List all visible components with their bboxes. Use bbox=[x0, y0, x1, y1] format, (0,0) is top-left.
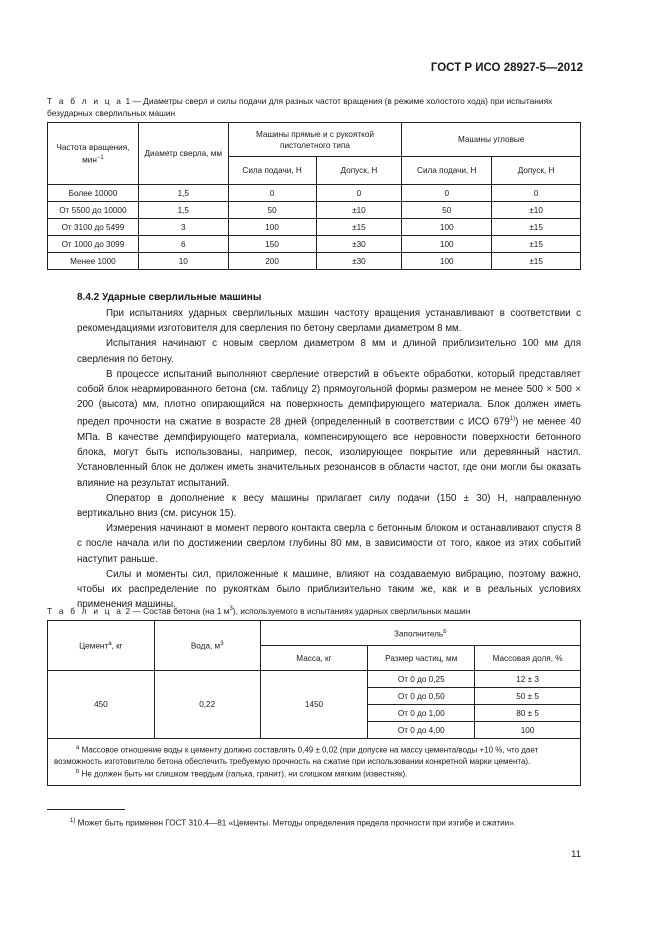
table-row bbox=[48, 202, 581, 219]
table2-head-filler: Заполнитель$^b$ bbox=[260, 621, 580, 646]
footnote-ref: 1) bbox=[509, 416, 516, 423]
footnote-divider bbox=[47, 809, 125, 810]
table-cell: 12 ± 3 bbox=[475, 671, 581, 688]
table-cell: От 1000 до 3099 bbox=[48, 236, 139, 253]
table1-head-force: Сила подачи, Н bbox=[402, 157, 492, 185]
table-cell: 3 bbox=[138, 219, 228, 236]
paragraph: Испытания начинают с новым сверлом диаметром 8 мм и длиной приблизительно 100 мм для сверления по бетону. bbox=[77, 338, 581, 365]
table-row bbox=[48, 253, 581, 270]
paragraph: В процессе испытаний выполняют сверление отверстий в объекте обработки, который представляет собой блок неармированного бетона (см. таблицу 2) прямоугольной формы размером не менее 500 × 500 × 200 (высота) мм, плотно опирающийся на поверхность демпфирующего материала. Блок должен иметь предел прочности на сжатие в возрасте 28 дней (определенный в соответствии с ИСО 679$^{1)}$) не менее 40 МПа. В качестве демпфирующего материала, компенсирующего все неровности поверхности бетонного блока, могут быть использованы, например, песок, изолирующее покрытие или деревянный настил. Установленный блок не должен иметь значительных резонансов в области частот, где они могли бы оказать влияние на результат испытаний. bbox=[77, 368, 581, 489]
table-cell: 50 bbox=[402, 202, 492, 219]
table-row bbox=[48, 219, 581, 236]
table2-caption-lead: Т а б л и ц а bbox=[47, 605, 124, 616]
table2 bbox=[47, 620, 581, 786]
table-cell: Более 10000 bbox=[48, 185, 139, 202]
table2-cement-value: 450 bbox=[48, 671, 155, 739]
table-row bbox=[48, 236, 581, 253]
table-cell: 80 ± 5 bbox=[475, 705, 581, 722]
table2-caption-text: ), используемого в испытаниях ударных сверлильных машин bbox=[232, 605, 471, 616]
paragraph: Измерения начинают в момент первого контакта сверла с бетонным блоком и останавливают спустя 8 с после начала или по достижении сверлом глубины 80 мм, в зависимости от того, какое из этих событий наступит раньше. bbox=[77, 523, 581, 565]
table1-head-group-straight: Машины прямые и с рукояткой пистолетного типа bbox=[228, 123, 402, 157]
table-cell: 1,5 bbox=[138, 202, 228, 219]
table-cell: 150 bbox=[228, 236, 316, 253]
document-header: ГОСТ Р ИСО 28927-5—2012 bbox=[430, 62, 583, 74]
table-cell: 50 bbox=[228, 202, 316, 219]
section-body bbox=[77, 306, 581, 612]
table-cell: ±15 bbox=[316, 219, 402, 236]
table-cell: 100 bbox=[402, 236, 492, 253]
table2-head-cement: Цемент$^а$, кг bbox=[48, 621, 155, 671]
table-cell: 50 ± 5 bbox=[475, 688, 581, 705]
table-cell: От 0 до 4,00 bbox=[368, 722, 475, 739]
table-cell: ±30 bbox=[316, 253, 402, 270]
table1-head-diam: Диаметр сверла, мм bbox=[138, 123, 228, 185]
table-cell: 6 bbox=[138, 236, 228, 253]
table-cell: Менее 1000 bbox=[48, 253, 139, 270]
table1 bbox=[47, 122, 581, 270]
table-row bbox=[48, 185, 581, 202]
table2-head-water: Вода, $м^3$ bbox=[154, 621, 260, 671]
table-cell: От 5500 до 10000 bbox=[48, 202, 139, 219]
table-cell: ±15 bbox=[492, 219, 581, 236]
table-cell: От 0 до 0,25 bbox=[368, 671, 475, 688]
table2-notes bbox=[48, 739, 581, 786]
table1-head-group-angle: Машины угловые bbox=[402, 123, 581, 157]
table-cell: 100 bbox=[402, 219, 492, 236]
paragraph: При испытаниях ударных сверлильных машин частоту вращения устанавливают в соответствии с рекомендациями изготовителя для сверления по бетону сверлами диаметром 8 мм. bbox=[77, 308, 581, 335]
table2-water-value: 0,22 bbox=[154, 671, 260, 739]
table1-caption-text: 1 — Диаметры сверл и силы подачи для разных частот вращения (в режиме холостого хода) при испытаниях безударных сверлильных машин bbox=[47, 96, 553, 118]
table2-head-share: Массовая доля, % bbox=[475, 646, 581, 671]
table2-caption: Т а б л и ц а 2 — Состав бетона (на 1 $м^3$), используемого в испытаниях ударных сверлильных машин bbox=[47, 605, 471, 616]
table-cell: От 3100 до 5499 bbox=[48, 219, 139, 236]
table-row bbox=[48, 671, 581, 688]
table-cell: 0 bbox=[228, 185, 316, 202]
table-cell: ±15 bbox=[492, 236, 581, 253]
table1-caption bbox=[47, 95, 587, 119]
table1-head-force: Сила подачи, Н bbox=[228, 157, 316, 185]
table-cell: 100 bbox=[228, 219, 316, 236]
table-cell: ±30 bbox=[316, 236, 402, 253]
table2-note-b: $^b$ Не должен быть ни слишком твердым (галька, гранит), ни слишком мягким (известняк). bbox=[76, 768, 408, 779]
table1-head-freq: Частота вращения, мин$^{-1}$ bbox=[48, 123, 139, 185]
table1-head-tolerance: Допуск, Н bbox=[492, 157, 581, 185]
table1-caption-lead: Т а б л и ц а bbox=[47, 96, 124, 106]
table2-head-mass: Масса, кг bbox=[260, 646, 368, 671]
section-title: 8.4.2 Ударные сверлильные машины bbox=[77, 292, 262, 303]
table-cell: 0 bbox=[492, 185, 581, 202]
table-cell: От 0 до 0,50 bbox=[368, 688, 475, 705]
table1-head-tolerance: Допуск, Н bbox=[316, 157, 402, 185]
table-cell: 10 bbox=[138, 253, 228, 270]
table-cell: ±15 bbox=[492, 253, 581, 270]
page-number: 11 bbox=[571, 849, 581, 860]
table-cell: 100 bbox=[475, 722, 581, 739]
table-cell: ±10 bbox=[316, 202, 402, 219]
table-cell: 200 bbox=[228, 253, 316, 270]
table-cell: От 0 до 1,00 bbox=[368, 705, 475, 722]
table-cell: 0 bbox=[316, 185, 402, 202]
paragraph: Оператор в дополнение к весу машины прилагает силу подачи (150 ± 30) Н, направленную вертикально вниз (см. рисунок 15). bbox=[77, 492, 581, 519]
table2-mass-value: 1450 bbox=[260, 671, 368, 739]
footnote: $^{1)}$ Может быть применен ГОСТ 310.4—81 «Цементы. Методы определения предела прочности при изгибе и сжатии». bbox=[70, 818, 517, 828]
table2-head-size: Размер частиц, мм bbox=[368, 646, 475, 671]
table2-caption-text: 2 — Состав бетона (на 1 м bbox=[125, 605, 230, 616]
table-cell: 1,5 bbox=[138, 185, 228, 202]
table-cell: ±10 bbox=[492, 202, 581, 219]
paragraph: Силы и моменты сил, приложенные к машине, влияют на создаваемую вибрацию, поэтому важно, чтобы их распределение по рукояткам было приблизительно таким же, как и в реальных условиях применения машины. bbox=[77, 568, 581, 611]
table-cell: 100 bbox=[402, 253, 492, 270]
table-cell: 0 bbox=[402, 185, 492, 202]
table2-note-a: $^а$ Массовое отношение воды к цементу должно составлять 0,49 ± 0,02 (при допуске на массу цемента/воды +10 %, что дает возможность изготовителю бетона обеспечить требуемую прочность на сжатие при использовании конкретной марки цемента). bbox=[54, 745, 539, 766]
